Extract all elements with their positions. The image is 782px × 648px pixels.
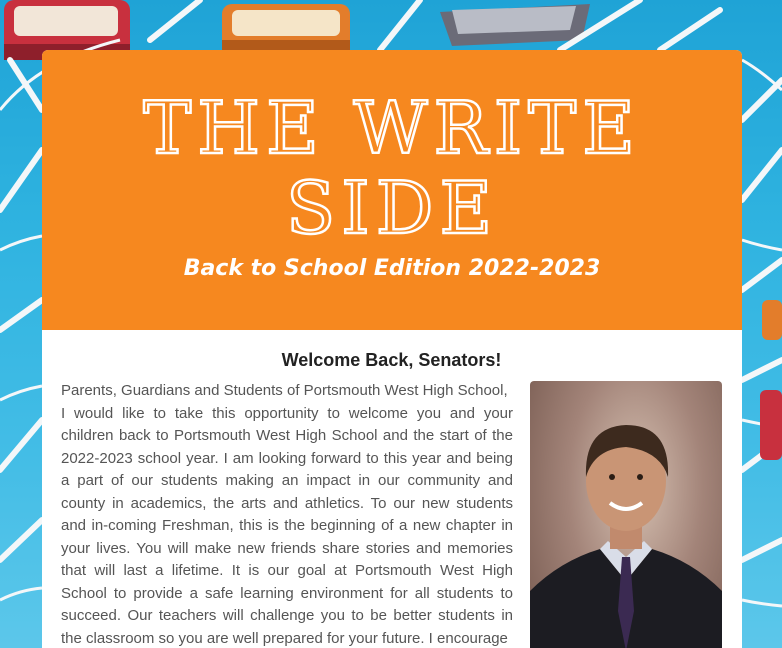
newsletter-masthead [42,50,742,330]
article-section [42,330,742,648]
newsletter-subtitle: Back to School Edition 2022-2023 [183,256,601,281]
principal-photo [530,381,722,648]
gondola-right-edge [760,300,782,460]
gondola-right [440,4,590,46]
gondola-center [222,4,350,56]
article-heading: Welcome Back, Senators! [281,350,502,370]
article-body [61,380,513,648]
article-salutation: Parents, Guardians and Students of Portsmouth West High School, [61,382,508,399]
principal-portrait-illustration [530,381,722,648]
newsletter-title: THE WRITE SIDE [143,86,641,250]
newsletter-card [42,50,742,648]
article-paragraph: I would like to take this opportunity to welcome you and your children back to Portsmouth West High School and the start of the 2022-2023 school year. I am looking forward to this year and being a part of our students making an impact in our community and county in academics, the arts and athletics. To our new students and in-coming Freshman, this is the beginning of a new chapter in your lives. You will make new friends share stories and memories that will last a lifetime. It is our goal at Portsmouth West High School to provide a safe learning environment for all students to succeed. Our teachers will challenge you to be better students in the classroom so you are well prepared for your future. I encourage [61,404,513,647]
